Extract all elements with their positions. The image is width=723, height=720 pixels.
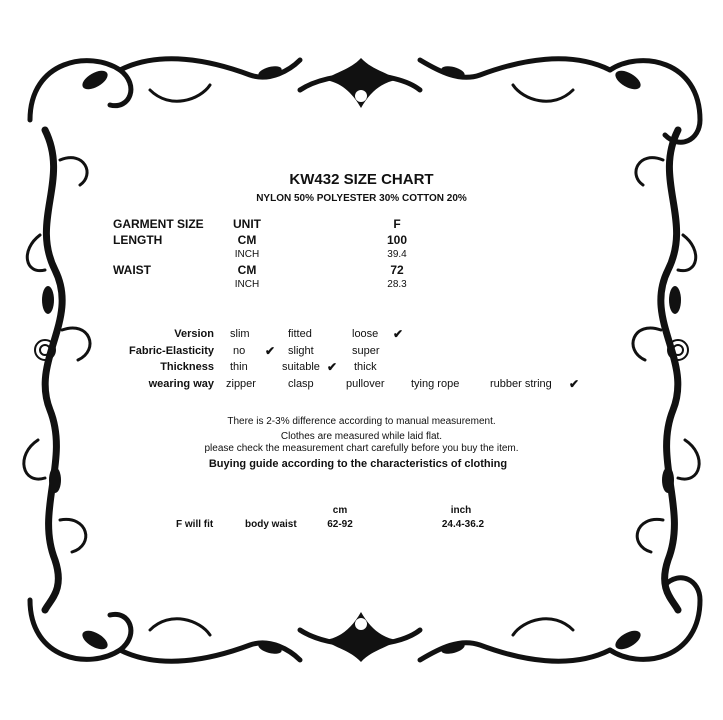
note-difference: There is 2-3% difference according to manual measurement. <box>227 416 496 427</box>
row-value-cm: 100 <box>386 233 408 247</box>
check-icon: ✔ <box>569 377 580 391</box>
note-check-chart: please check the measurement chart carefully before you buy the item. <box>204 443 519 454</box>
buying-guide-title: Buying guide according to the characteristics of clothing <box>208 458 508 470</box>
check-icon: ✔ <box>327 360 338 374</box>
header-unit: UNIT <box>233 217 261 231</box>
note-laid-flat: Clothes are measured while laid flat. <box>280 431 443 442</box>
fit-measure-label: body waist <box>245 519 297 530</box>
char-option: zipper <box>226 378 256 390</box>
char-option: super <box>352 345 380 357</box>
char-option: loose <box>352 328 379 340</box>
char-label-elasticity: Fabric-Elasticity <box>129 345 214 357</box>
char-option: clasp <box>288 378 314 390</box>
row-label-length: LENGTH <box>113 233 163 247</box>
char-option: fitted <box>288 328 312 340</box>
material-composition: NYLON 50% POLYESTER 30% COTTON 20% <box>256 193 467 204</box>
char-option: slim <box>230 328 250 340</box>
fit-header-inch: inch <box>450 505 472 516</box>
char-option: rubber string <box>490 378 552 390</box>
char-option: tying rope <box>411 378 460 390</box>
char-label-thickness: Thickness <box>160 361 214 373</box>
char-option: thick <box>354 361 377 373</box>
row-value-inch: 39.4 <box>387 249 407 260</box>
fit-cm-range: 62-92 <box>327 519 353 530</box>
char-option: suitable <box>282 361 320 373</box>
char-label-version: Version <box>174 328 214 340</box>
fit-header-cm: cm <box>332 505 348 516</box>
fit-inch-range: 24.4-36.2 <box>441 519 485 530</box>
row-unit-cm: CM <box>237 233 257 247</box>
row-value-cm: 72 <box>390 263 404 277</box>
char-option: thin <box>230 361 248 373</box>
check-icon: ✔ <box>393 327 404 341</box>
header-garment-size: GARMENT SIZE <box>113 217 204 231</box>
row-value-inch: 28.3 <box>387 279 407 290</box>
row-unit-inch: INCH <box>234 249 260 260</box>
fit-size-label: F will fit <box>176 519 214 530</box>
char-option: no <box>233 345 246 357</box>
char-option: pullover <box>346 378 385 390</box>
row-unit-cm: CM <box>237 263 257 277</box>
check-icon: ✔ <box>265 344 276 358</box>
char-label-wearing-way: wearing way <box>148 378 214 390</box>
header-size-f: F <box>393 217 401 231</box>
row-unit-inch: INCH <box>234 279 260 290</box>
char-option: slight <box>288 345 314 357</box>
row-label-waist: WAIST <box>113 263 151 277</box>
page-title: KW432 SIZE CHART <box>289 171 434 188</box>
